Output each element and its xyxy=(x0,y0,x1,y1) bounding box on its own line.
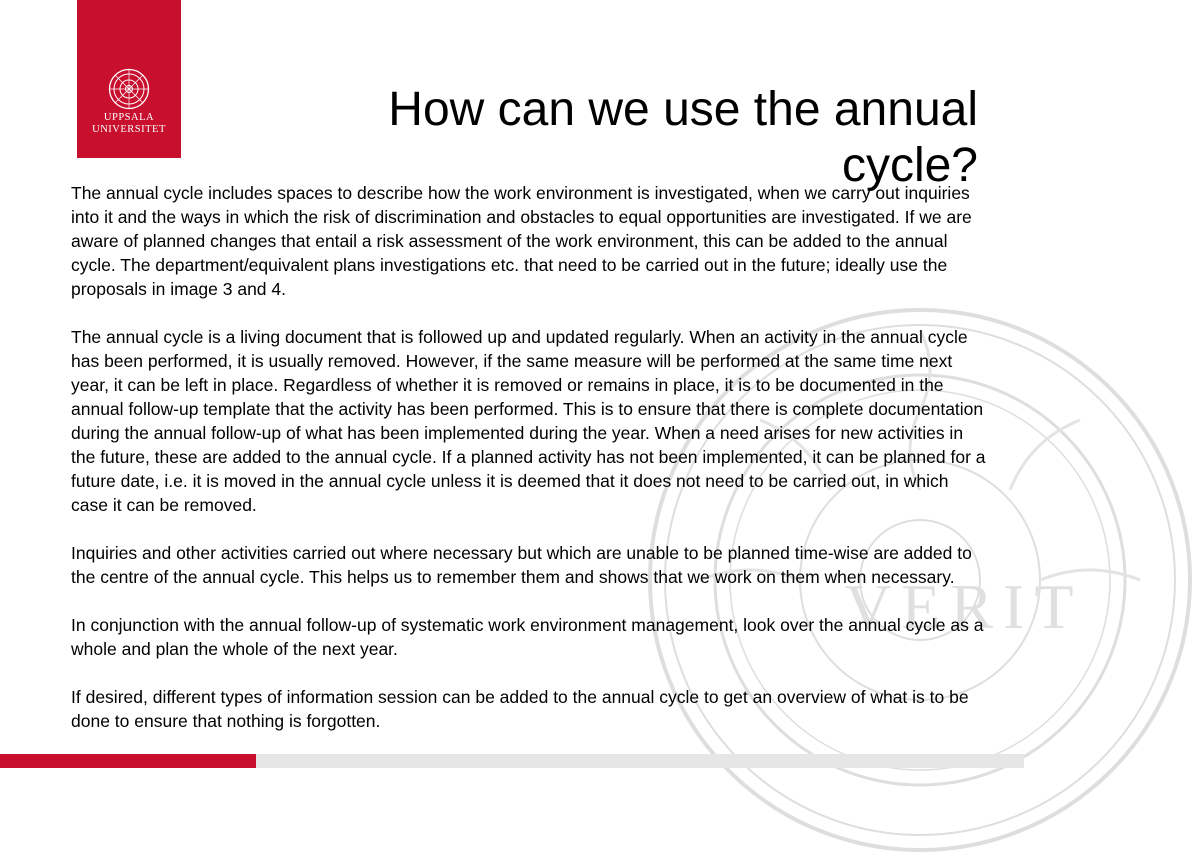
body-paragraph: The annual cycle includes spaces to describe how the work environment is investigated, when we carry out inquiries into it and the ways in which the risk of discrimination and obstacles to equal opportunities are investigated. If we are aware of planned changes that entail a risk assessment of the work environment, this can be added to the annual cycle. The department/equivalent plans investigations etc. that need to be carried out in the future; ideally use the proposals in image 3 and 4. xyxy=(71,183,972,299)
logo-wordmark xyxy=(77,112,181,136)
university-seal-icon xyxy=(108,68,150,110)
slide-body xyxy=(71,181,986,757)
watermark-text: VERIT xyxy=(845,571,1084,642)
footer-bar xyxy=(0,754,1024,768)
body-paragraph: Inquiries and other activities carried out where necessary but which are unable to be planned time-wise are added to the centre of the annual cycle. This helps us to remember them and shows that we work on them when necessary. xyxy=(71,543,972,587)
university-logo xyxy=(77,0,181,158)
logo-line-1: UPPSALA xyxy=(103,112,155,123)
logo-line-2: UNIVERSITET xyxy=(92,124,166,135)
footer-accent xyxy=(0,754,256,768)
slide-title: How can we use the annual cycle? xyxy=(388,83,978,192)
body-paragraph: In conjunction with the annual follow-up of systematic work environment management, look over the annual cycle as a whole and plan the whole of the next year. xyxy=(71,615,984,659)
body-paragraph: If desired, different types of information session can be added to the annual cycle to get an overview of what is to be done to ensure that nothing is forgotten. xyxy=(71,687,969,731)
body-paragraph: The annual cycle is a living document that is followed up and updated regularly. When an activity in the annual cycle has been performed, it is usually removed. However, if the same measure will be performed at the same time next year, it can be left in place. Regardless of whether it is removed or remains in place, it is to be documented in the annual follow-up template that the activity has been performed. This is to ensure that there is complete documentation during the annual follow-up of what has been implemented during the year. When a need arises for new activities in the future, these are added to the annual cycle. If a planned activity has not been implemented, it can be planned for a future date, i.e. it is moved in the annual cycle unless it is deemed that it does not need to be carried out, in which case it can be removed. xyxy=(71,327,986,515)
